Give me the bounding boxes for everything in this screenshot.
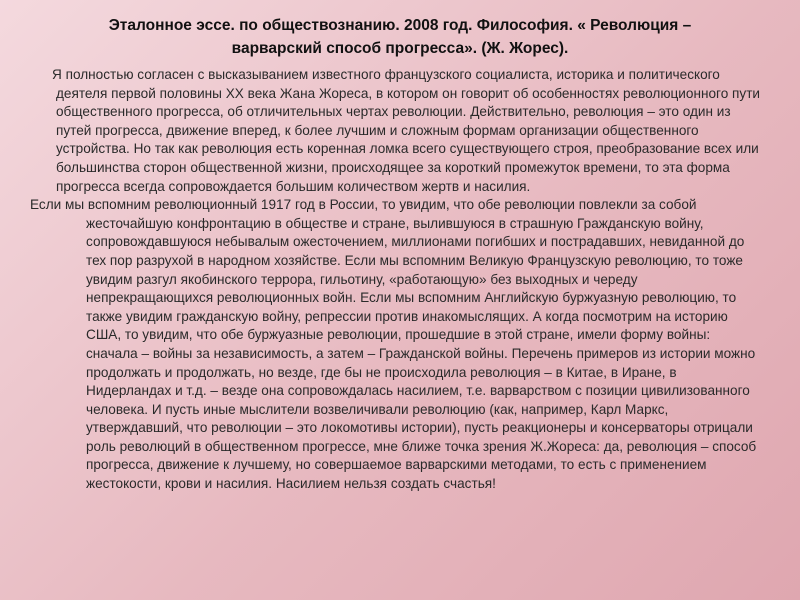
slide-title: [40, 14, 760, 60]
essay-paragraph-1: Я полностью согласен с высказыванием известного французского социалиста, историка и политического деятеля первой половины XX века Жана Жореса, в котором он говорит об особенностях революционного пути общественного прогресса, об отличительных чертах революции. Действительно, революция – это один из путей прогресса, движение вперед, к более лучшим и сложным формам организации общественного устройства. Но так как революция есть коренная ломка всего существующего строя, преобразование всех или большинства сторон общественной жизни, происходящее за короткий промежуток времени, то эта форма прогресса всегда сопровождается большим количеством жертв и насилия.: [52, 67, 761, 194]
title-line-2: варварский способ прогресса». (Ж. Жорес).: [231, 40, 569, 57]
title-line-1: Эталонное эссе. по обществознанию. 2008 год. Философия. « Революция –: [108, 17, 692, 34]
essay-body: [30, 66, 762, 494]
essay-paragraph-2: Если мы вспомним революционный 1917 год в России, то увидим, что обе революции повлекли за собой жесточайшую конфронтацию в обществе и стране, вылившуюся в страшную Гражданскую войну, сопровождавшуюся небывалым ожесточением, миллионами погибших и пострадавших, невиданной до тех пор разрухой в народном хозяйстве. Если мы вспомним Великую Французскую революцию, то тоже увидим разгул якобинского террора, гильотину, «работающую» без выходных и череду непрекращающихся революционных войн. Если мы вспомним Английскую буржуазную революцию, то также увидим гражданскую войну, репрессии против инакомыслящих. А когда посмотрим на историю США, то увидим, что обе буржуазные революции, прошедшие в этой стране, имели форму войны: сначала – войны за независимость, а затем – Гражданской войны. Перечень примеров из истории можно продолжать и продолжать, но везде, где бы не происходила революция – в Китае, в Иране, в Нидерландах и т.д. – везде она сопровождалась насилием, т.е. варварством с позиции цивилизованного человека. И пусть иные мыслители возвеличивали революцию (как, например, Карл Маркс, утверждавший, что революции – это локомотивы истории), пусть реакционеры и консерваторы отрицали роль революций в общественном прогрессе, мне ближе точка зрения Ж.Жореса: да, революция – способ прогресса, движение к лучшему, но совершаемое варварскими методами, то есть с применением жестокости, крови и насилия. Насилием нельзя создать счастья!: [30, 197, 757, 492]
